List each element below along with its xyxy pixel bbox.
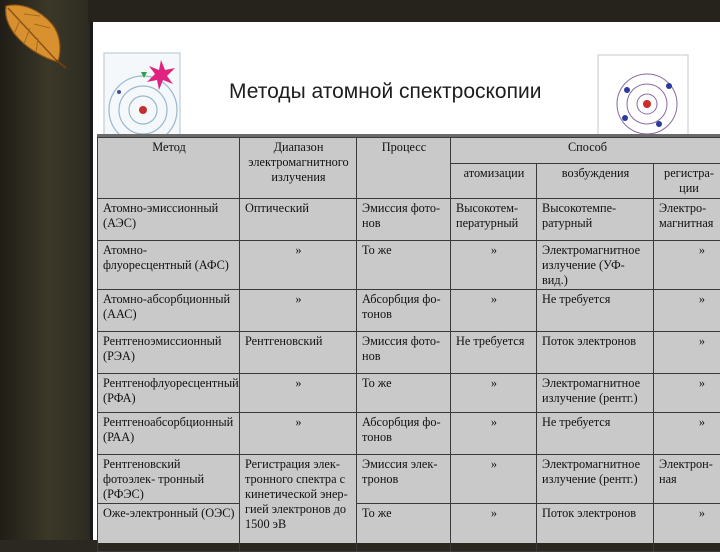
cell-registration: » (654, 290, 720, 332)
cell-excitation: Не требуется (537, 290, 654, 332)
spectroscopy-table-container (97, 134, 720, 543)
cell-atomization: » (451, 455, 537, 504)
cell-excitation: Электромагнитное излучение (рентг.) (537, 374, 654, 413)
cell-method: Оже-электронный (ОЭС) (98, 504, 240, 552)
cell-method: Атомно-эмиссионный (АЭС) (98, 199, 240, 241)
cell-atomization: » (451, 413, 537, 455)
table-row (98, 199, 720, 241)
cell-process: Абсорбция фо- тонов (357, 290, 451, 332)
cell-process: Эмиссия элек- тронов (357, 455, 451, 504)
cell-range: Рентгеновский (240, 332, 357, 374)
header-registration: регистра- ции (654, 164, 720, 199)
cell-atomization: » (451, 290, 537, 332)
cell-method: Атомно-флуоресцентный (АФС) (98, 241, 240, 290)
background-top-band (88, 0, 720, 22)
cell-atomization: Высокотем- пературный (451, 199, 537, 241)
header-atomization: атомизации (451, 164, 537, 199)
cell-excitation: Электромагнитное излучение (УФ-вид.) (537, 241, 654, 290)
cell-atomization: Не требуется (451, 332, 537, 374)
cell-atomization: » (451, 504, 537, 552)
background-left-panel (0, 0, 88, 540)
cell-range: » (240, 413, 357, 455)
header-excitation: возбуждения (537, 164, 654, 199)
cell-range: Оптический (240, 199, 357, 241)
header-process: Процесс (357, 138, 451, 199)
table-row (98, 241, 720, 290)
cell-process: Эмиссия фото- нов (357, 332, 451, 374)
cell-process: То же (357, 504, 451, 552)
cell-registration: » (654, 413, 720, 455)
cell-method: Рентгеноэмиссионный (РЭА) (98, 332, 240, 374)
cell-registration: » (654, 374, 720, 413)
cell-process: То же (357, 374, 451, 413)
cell-process: Эмиссия фото- нов (357, 199, 451, 241)
table-row (98, 290, 720, 332)
slide (90, 22, 720, 540)
cell-registration: Электрон- ная (654, 455, 720, 504)
cell-process: Абсорбция фо- тонов (357, 413, 451, 455)
cell-range: Регистрация элек- тронного спектра с кинетической энер- гией электронов до 1500 эВ (240, 455, 357, 552)
cell-range: » (240, 290, 357, 332)
cell-process: То же (357, 241, 451, 290)
table-row (98, 332, 720, 374)
table-row (98, 374, 720, 413)
cell-atomization: » (451, 241, 537, 290)
cell-registration: » (654, 504, 720, 552)
cell-method: Рентгеноабсорбционный (РАА) (98, 413, 240, 455)
cell-range: » (240, 374, 357, 413)
cell-method: Рентгеновский фотоэлек- тронный (РФЭС) (98, 455, 240, 504)
slide-title: Методы атомной спектроскопии (229, 80, 541, 104)
cell-range: » (240, 241, 357, 290)
header-way: Способ (451, 138, 720, 164)
spectroscopy-methods-table (97, 137, 720, 552)
cell-registration: » (654, 241, 720, 290)
table-row (98, 504, 720, 552)
header-range: Диапазон электромагнитного излучения (240, 138, 357, 199)
header-method: Метод (98, 138, 240, 199)
cell-excitation: Высокотемпе- ратурный (537, 199, 654, 241)
cell-excitation: Поток электронов (537, 332, 654, 374)
cell-method: Рентгенофлуоресцентный (РФА) (98, 374, 240, 413)
autumn-leaf-icon (0, 0, 90, 70)
cell-registration: » (654, 332, 720, 374)
cell-excitation: Электромагнитное излучение (рентг.) (537, 455, 654, 504)
table-row (98, 455, 720, 504)
cell-method: Атомно-абсорбционный (ААС) (98, 290, 240, 332)
cell-excitation: Поток электронов (537, 504, 654, 552)
table-row (98, 413, 720, 455)
cell-atomization: » (451, 374, 537, 413)
cell-excitation: Не требуется (537, 413, 654, 455)
cell-registration: Электро- магнитная (654, 199, 720, 241)
table-header-row (98, 138, 720, 164)
